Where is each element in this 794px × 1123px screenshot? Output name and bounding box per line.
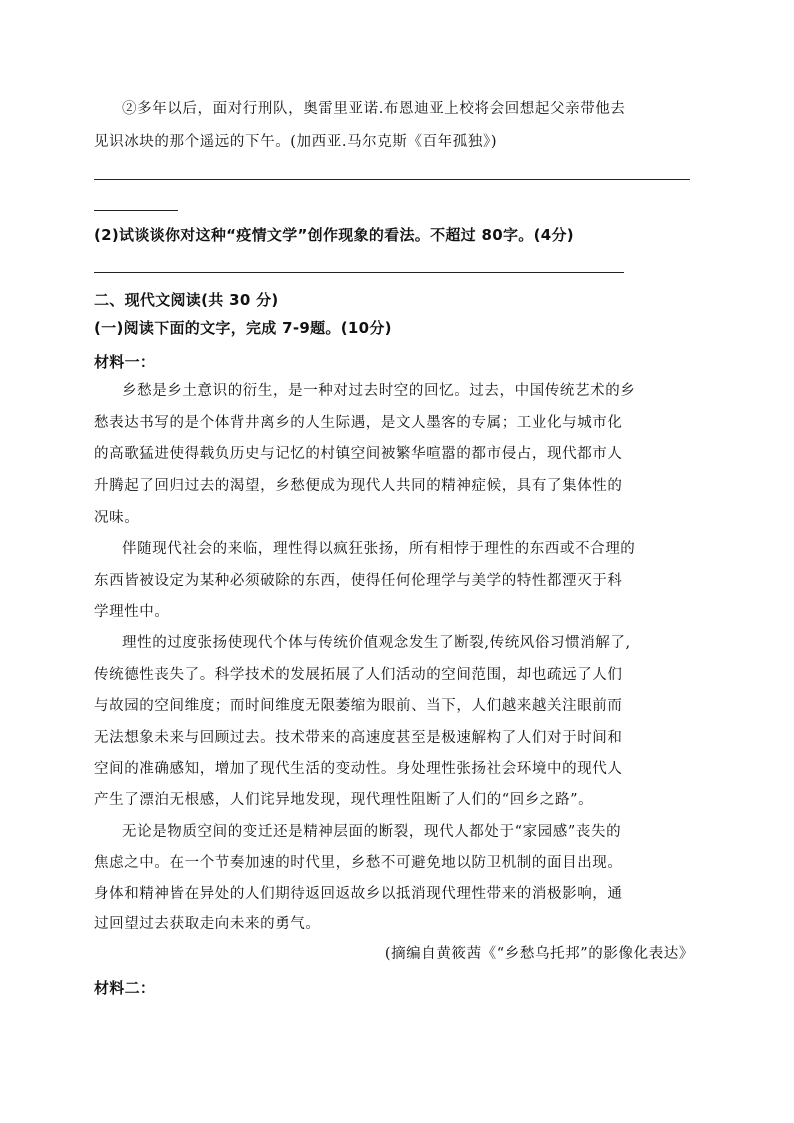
answer-line-3 [94, 272, 624, 273]
part1-instruction: (一)阅读下面的文字，完成 7-9题。(10分) [94, 319, 392, 337]
question-2: (2)试谈谈你对这种“疫情文学”创作现象的看法。不超过 80字。(4分) [94, 226, 574, 244]
para3-line4: 无法想象未来与回顾过去。技术带来的高速度甚至是极速解构了人们对于时间和 [94, 730, 623, 746]
para1-line5: 况味。 [94, 510, 140, 526]
para3-line6: 产生了漂泊无根感，人们诧异地发现，现代理性阻断了人们的“回乡之路”。 [94, 792, 594, 808]
section-title: 二、现代文阅读(共 30 分) [94, 291, 279, 309]
para3-line2: 传统德性丧失了。科学技术的发展拓展了人们活动的空间范围，却也疏远了人们 [94, 667, 623, 683]
para3-line3: 与故园的空间维度；而时间维度无限萎缩为眼前、当下，人们越来越关注眼前而 [94, 698, 623, 714]
para4-line1: 无论是物质空间的变迁还是精神层面的断裂，现代人都处于“家园感”丧失的 [122, 824, 622, 840]
answer-line-2 [94, 210, 178, 211]
para2-line2: 东西皆被设定为某种必须破除的东西，使得任何伦理学与美学的特性都湮灭于科 [94, 573, 623, 589]
quote2-line2: 见识冰块的那个遥远的下午。(加西亚.马尔克斯《百年孤独》) [94, 134, 498, 150]
para4-line4: 过回望过去获取走向未来的勇气。 [94, 916, 321, 932]
material1-source: (摘编自黄筱茜《“乡愁乌托邦”的影像化表达》 [384, 946, 694, 962]
para3-line5: 空间的准确感知，增加了现代生活的变动性。身处理性张扬社会环境中的现代人 [94, 761, 623, 777]
para1-line3: 的高歌猛进使得载负历史与记忆的村镇空间被繁华喧嚣的都市侵占，现代都市人 [94, 446, 623, 462]
para1-line1: 乡愁是乡土意识的衍生，是一种对过去时空的回忆。过去，中国传统艺术的乡 [122, 383, 636, 399]
para4-line3: 身体和精神皆在异处的人们期待返回返故乡以抵消现代理性带来的消极影响，通 [94, 886, 623, 902]
para2-line3: 学理性中。 [94, 604, 170, 620]
quote2-line1: ②多年以后，面对行刑队，奥雷里亚诺.布恩迪亚上校将会回想起父亲带他去 [122, 101, 626, 117]
para1-line2: 愁表达书写的是个体背井离乡的人生际遇，是文人墨客的专属；工业化与城市化 [94, 415, 623, 431]
para2-line1: 伴随现代社会的来临，理性得以疯狂张扬，所有相悖于理性的东西或不合理的 [122, 541, 636, 557]
material2-label: 材料二： [94, 979, 156, 997]
material1-label: 材料一： [94, 353, 156, 371]
para3-line1: 理性的过度张扬使现代个体与传统价值观念发生了断裂,传统风俗习惯消解了, [122, 635, 631, 651]
answer-line-1 [94, 179, 690, 180]
para1-line4: 升腾起了回归过去的渴望，乡愁便成为现代人共同的精神症候，具有了集体性的 [94, 478, 623, 494]
para4-line2: 焦虑之中。在一个节奏加速的时代里，乡愁不可避免地以防卫机制的面目出现。 [94, 855, 623, 871]
